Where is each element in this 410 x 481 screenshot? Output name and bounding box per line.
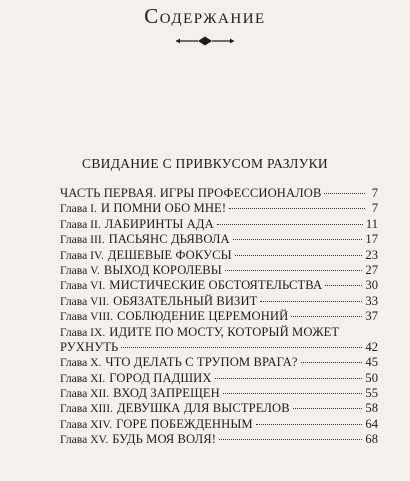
toc-page-number: 45 <box>365 355 378 370</box>
toc-entry <box>60 401 378 416</box>
toc-entry <box>60 340 378 355</box>
toc-page-number: 7 <box>371 186 378 200</box>
toc-entry <box>60 371 378 386</box>
toc-page-number: 64 <box>365 416 378 431</box>
toc-page-number: 30 <box>365 278 378 293</box>
toc-chapter-title: СОБЛЮДЕНИЕ ЦЕРЕМОНИЙ <box>116 309 289 324</box>
toc-chapter-title: ОБЯЗАТЕЛЬНЫЙ ВИЗИТ <box>113 293 258 308</box>
toc-page-number: 27 <box>365 262 378 277</box>
toc-leader-dots <box>225 270 363 271</box>
toc-chapter-number: Глава XIII. <box>60 402 113 416</box>
toc-chapter-number: Глава XV. <box>60 433 109 447</box>
toc-entry <box>60 232 378 247</box>
toc-entry <box>60 278 378 293</box>
toc-page-number: 50 <box>365 370 378 385</box>
toc-chapter-number: Глава III. <box>60 233 105 247</box>
toc-leader-dots <box>223 393 363 394</box>
toc-leader-dots <box>215 378 363 379</box>
toc-page-number: 11 <box>365 216 378 231</box>
toc-chapter-title: ГОРОД ПАДШИХ <box>109 370 212 385</box>
toc-chapter-number: Глава X. <box>60 356 102 370</box>
toc-chapter-number: Глава V. <box>60 263 100 277</box>
toc-chapter-title: И ПОМНИ ОБО МНЕ! <box>100 201 227 216</box>
toc-leader-dots <box>301 362 363 363</box>
toc-chapter-title: ВХОД ЗАПРЕЩЕН <box>113 386 220 401</box>
toc-chapter-number: Глава I. <box>60 202 97 216</box>
toc-entry <box>60 294 378 309</box>
toc-chapter-number: Глава VI. <box>60 279 106 293</box>
toc-entry <box>60 417 378 432</box>
toc-page-number: 58 <box>365 401 378 416</box>
toc-chapter-title: ДЕВУШКА ДЛЯ ВЫСТРЕЛОВ <box>116 401 290 416</box>
toc-leader-dots <box>325 285 362 286</box>
toc-chapter-number: Глава IV. <box>60 248 104 262</box>
toc-leader-dots <box>291 316 362 317</box>
toc-leader-dots <box>121 347 362 348</box>
toc-chapter-title: ЛАБИРИНТЫ АДА <box>104 216 214 231</box>
toc-entry <box>60 355 378 370</box>
toc-page-number: 33 <box>365 293 378 308</box>
toc-chapter-number: Глава XII. <box>60 387 110 401</box>
toc-chapter-title: РУХНУТЬ <box>60 339 119 354</box>
toc-chapter-title: ПАСЬЯНС ДЬЯВОЛА <box>108 232 230 247</box>
toc-leader-dots <box>217 224 363 225</box>
toc-page-number: 68 <box>365 432 378 447</box>
contents-heading: Содержание <box>144 4 266 28</box>
toc-entry <box>60 432 378 447</box>
toc-entry <box>60 263 378 278</box>
toc-chapter-title: ДЕШЕВЫЕ ФОКУСЫ <box>107 247 232 262</box>
toc-leader-dots <box>256 424 363 425</box>
toc-chapter-title: ИДИТЕ ПО МОСТУ, КОТОРЫЙ МОЖЕТ <box>109 324 340 339</box>
toc-page-number: 7 <box>371 201 378 216</box>
toc-chapter-number: Глава XI. <box>60 371 106 385</box>
toc-chapter-title: ГОРЕ ПОБЕЖДЕННЫМ <box>116 416 253 431</box>
toc-page-number: 37 <box>365 309 378 324</box>
toc-page-number: 17 <box>365 232 378 247</box>
book-title: СВИДАНИЕ С ПРИВКУСОМ РАЗЛУКИ <box>82 156 328 171</box>
table-of-contents <box>60 186 378 448</box>
toc-page-number: 23 <box>365 247 378 262</box>
toc-entry <box>60 186 378 201</box>
toc-entry <box>60 201 378 216</box>
toc-chapter-title: ВЫХОД КОРОЛЕВЫ <box>103 262 222 277</box>
toc-leader-dots <box>229 208 365 209</box>
toc-entry <box>60 386 378 401</box>
toc-chapter-title: ЧАСТЬ ПЕРВАЯ. ИГРЫ ПРОФЕССИОНАЛОВ <box>60 186 322 200</box>
toc-chapter-number: Глава XIV. <box>60 417 113 431</box>
toc-page-number: 42 <box>365 339 378 354</box>
toc-entry <box>60 248 378 263</box>
toc-entry <box>60 217 378 232</box>
toc-page-number: 55 <box>365 386 378 401</box>
toc-entry <box>60 325 378 340</box>
toc-chapter-number: Глава VII. <box>60 294 110 308</box>
toc-leader-dots <box>260 301 362 302</box>
toc-chapter-title: БУДЬ МОЯ ВОЛЯ! <box>112 432 217 447</box>
toc-leader-dots <box>233 239 363 240</box>
toc-chapter-title: ЧТО ДЕЛАТЬ С ТРУПОМ ВРАГА? <box>105 355 298 370</box>
flourish-ornament-icon <box>174 35 236 47</box>
toc-leader-dots <box>235 255 363 256</box>
toc-leader-dots <box>219 439 362 440</box>
toc-leader-dots <box>293 408 363 409</box>
toc-leader-dots <box>324 193 365 194</box>
toc-chapter-title: МИСТИЧЕСКИЕ ОБСТОЯТЕЛЬСТВА <box>109 278 323 293</box>
toc-chapter-number: Глава II. <box>60 217 101 231</box>
toc-entry <box>60 309 378 324</box>
toc-chapter-number: Глава IX. <box>60 325 106 339</box>
toc-chapter-number: Глава VIII. <box>60 310 113 324</box>
